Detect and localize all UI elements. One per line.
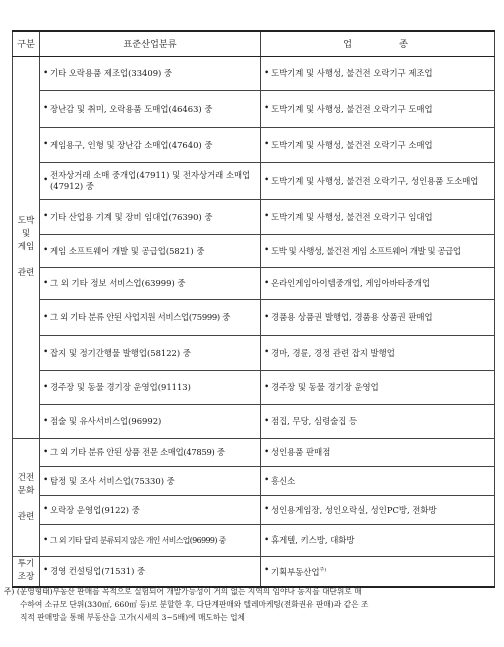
footnote-line: 수하여 소규모 단위(330㎡, 660㎡ 등)로 분할한 후, 다단계판매와 텔레마케팅(전화권유 판매)과 같은 조 <box>20 600 369 609</box>
group-speculation <box>13 557 495 587</box>
table-row <box>13 405 495 439</box>
business-cell: • 휴게텔, 키스방, 대화방 <box>261 525 495 557</box>
category-cell: 투기 조장 <box>13 557 40 587</box>
classification-cell: • 탐정 및 조사 서비스업(75330) 중 <box>40 467 261 496</box>
header-business: 업 종 <box>261 31 495 57</box>
business-cell: • 성인용게임장, 성인오락실, 성인PC방, 전화방 <box>261 496 495 525</box>
business-text: 기획부동산업 <box>271 566 320 577</box>
business-cell: • 도박기계 및 사행성, 불건전 오락기구 도매업 <box>261 91 495 128</box>
business-cell: • 도박기계 및 사행성, 불건전 오락기구 제조업 <box>261 57 495 91</box>
classification-cell: • 그 외 기타 분류 안된 상품 전문 소매업(47859) 중 <box>40 439 261 467</box>
business-cell: • 경주장 및 동물 경기장 운영업 <box>261 371 495 405</box>
classification-cell: • 경주장 및 동물 경기장 운영업(91113) <box>40 371 261 405</box>
classification-cell: • 게임 소프트웨어 개발 및 공급업(5821) 중 <box>40 235 261 268</box>
classification-cell: • 그 외 기타 정보 서비스업(63999) 중 <box>40 268 261 300</box>
classification-cell: • 경영 컨설팅업(71531) 중 <box>40 557 261 587</box>
business-cell: • 도박 및 사행성, 불건전 게임 소프트웨어 개발 및 공급업 <box>261 235 495 268</box>
classification-cell: • 잡지 및 정기간행물 발행업(58122) 중 <box>40 336 261 371</box>
table-row <box>13 268 495 300</box>
business-cell: • 흥신소 <box>261 467 495 496</box>
table-row <box>13 57 495 91</box>
classification-cell: • 오락장 운영업(9122) 중 <box>40 496 261 525</box>
category-cell: 도박 및 게임 관련 <box>13 57 40 439</box>
table-row <box>13 557 495 587</box>
business-cell: • 도박기계 및 사행성, 불건전 오락기구, 성인용품 도소매업 <box>261 163 495 200</box>
industry-classification-sheet <box>12 30 494 588</box>
table-row <box>13 300 495 336</box>
classification-cell: • 점술 및 유사서비스업(96992) <box>40 405 261 439</box>
business-cell: • 경마, 경륜, 경정 관련 잡지 발행업 <box>261 336 495 371</box>
table-row <box>13 525 495 557</box>
header-category: 구분 <box>13 31 40 57</box>
classification-cell: • 게임용구, 인형 및 장난감 소매업(47640) 중 <box>40 128 261 163</box>
classification-cell: • 그 외 기타 달리 분류되지 않은 개인 서비스업(96999) 중 <box>40 525 261 557</box>
category-cell: 건전 문화 관련 <box>13 439 40 557</box>
table-row <box>13 91 495 128</box>
classification-cell: • 기타 산업용 기계 및 장비 임대업(76390) 중 <box>40 200 261 235</box>
table-row <box>13 467 495 496</box>
classification-table <box>12 30 495 588</box>
business-cell: • 온라인게임아이템중개업, 게임아바타중개업 <box>261 268 495 300</box>
table-row <box>13 235 495 268</box>
classification-cell: • 그 외 기타 분류 안된 사업지원 서비스업(75999) 중 <box>40 300 261 336</box>
table-row <box>13 496 495 525</box>
group-gambling <box>13 57 495 439</box>
table-row <box>13 163 495 200</box>
header-row <box>13 31 495 57</box>
business-cell <box>261 557 495 587</box>
footnote-mark: 주) <box>319 566 327 573</box>
classification-cell: • 장난감 및 취미, 오락용품 도매업(46463) 중 <box>40 91 261 128</box>
group-culture <box>13 439 495 557</box>
table-row <box>13 200 495 235</box>
table-row <box>13 128 495 163</box>
table-row <box>13 439 495 467</box>
classification-cell: • 전자상거래 소매 중개업(47911) 및 전자상거래 소매업(47912) 중 <box>40 163 261 200</box>
classification-cell: • 기타 오락용품 제조업(33409) 중 <box>40 57 261 91</box>
footnote-line: 주) (운영형태)부동산 판매를 목적으로 실험되어 개발가능성이 거의 없는 지역의 임야나 농지를 대단위로 매 <box>4 587 362 596</box>
table-row <box>13 371 495 405</box>
footnote-line: 직적 판매망을 통해 부동산을 고가(시세의 3~5배)에 매도하는 업체 <box>20 613 245 622</box>
footnote <box>4 585 496 624</box>
business-cell: • 도박기계 및 사행성, 불건전 오락기구 소매업 <box>261 128 495 163</box>
table-header <box>13 31 495 57</box>
header-classification: 표준산업분류 <box>40 31 261 57</box>
business-cell: • 도박기계 및 사행성, 불건전 오락기구 임대업 <box>261 200 495 235</box>
business-cell: • 경품용 상품권 발행업, 경품용 상품권 판매업 <box>261 300 495 336</box>
business-cell: • 점집, 무당, 심령술집 등 <box>261 405 495 439</box>
table-row <box>13 336 495 371</box>
business-cell: • 성인용품 판매점 <box>261 439 495 467</box>
